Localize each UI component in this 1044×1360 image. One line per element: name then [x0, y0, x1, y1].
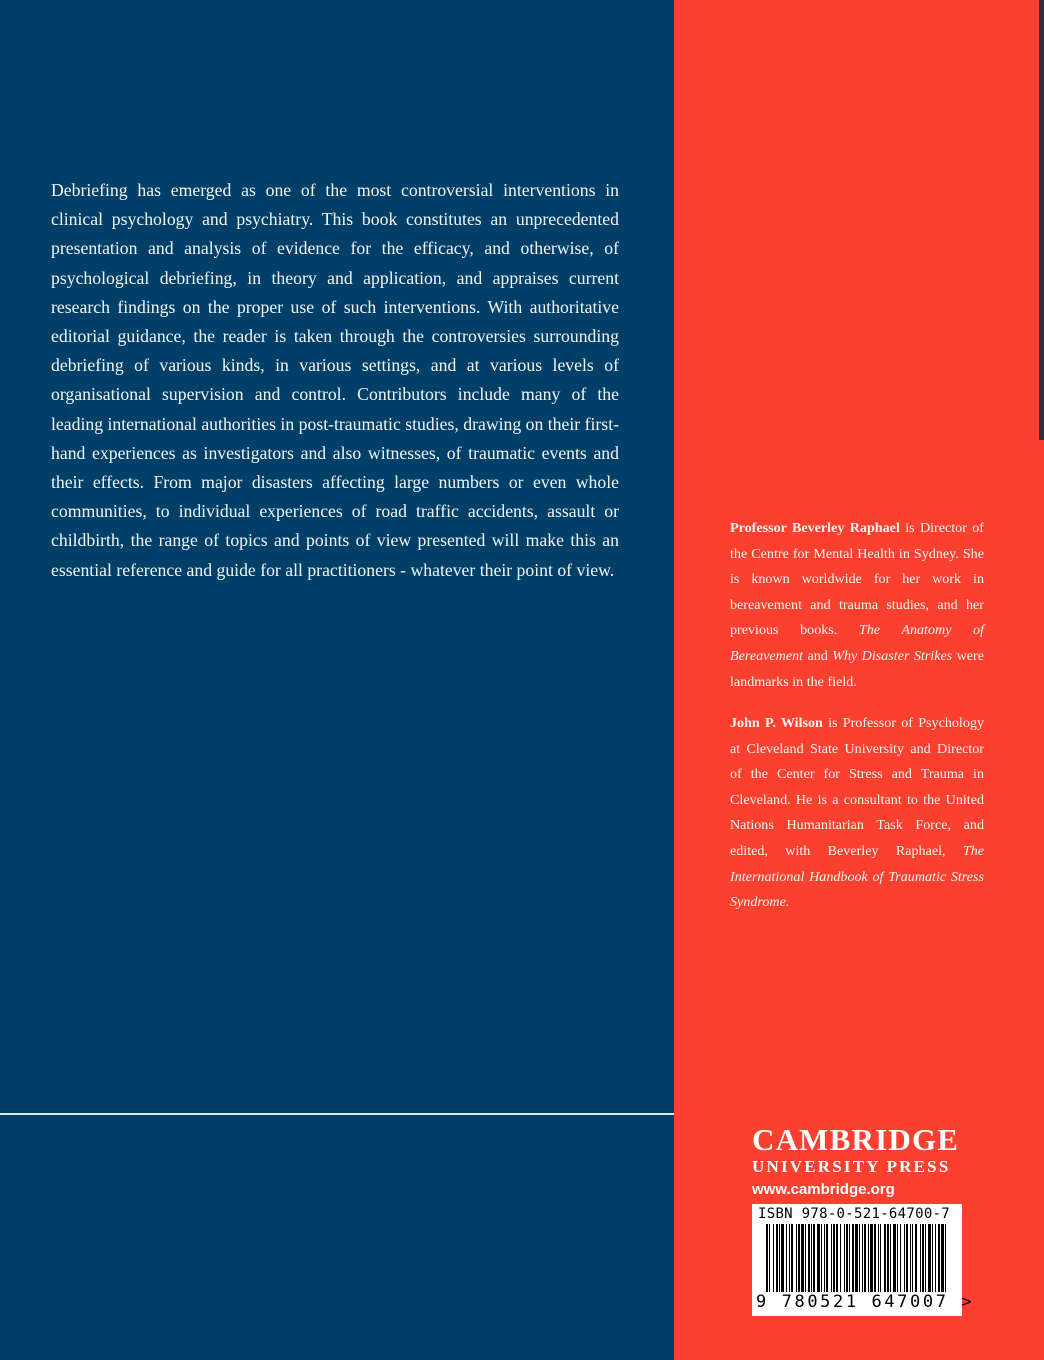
barcode-bar — [935, 1224, 936, 1292]
barcode-bar — [900, 1224, 901, 1292]
publisher-subtitle: UNIVERSITY PRESS — [752, 1157, 951, 1176]
barcode-bar — [920, 1224, 921, 1292]
barcode-bar — [915, 1224, 917, 1292]
barcode-bar — [836, 1224, 838, 1292]
edge-mark — [1039, 0, 1044, 440]
barcode-bar — [855, 1224, 858, 1292]
barcode-bar — [769, 1224, 770, 1292]
barcode-bar — [890, 1224, 891, 1292]
barcode-bar — [864, 1224, 866, 1292]
barcode-bar — [912, 1224, 913, 1292]
barcode-bar — [811, 1224, 812, 1292]
barcode-bar — [938, 1224, 940, 1292]
barcode-bar — [781, 1224, 784, 1292]
barcode-bar — [884, 1224, 886, 1292]
barcode-bar — [868, 1224, 869, 1292]
barcode-bar — [932, 1224, 933, 1292]
barcode-bar — [798, 1224, 800, 1292]
barcode-bar — [776, 1224, 778, 1292]
barcode-bar — [862, 1224, 863, 1292]
barcode-bar — [910, 1224, 911, 1292]
barcode-bar — [789, 1224, 790, 1292]
book-blurb: Debriefing has emerged as one of the most controversial interventions in clinical psychology and psychiatry. This book constitutes an unprecedented presentation and analysis of evidence for the efficacy, and otherwise, of psychological debriefing, in theory and application, and appraises current research findings on the proper use of such interventions. With authoritative editorial guidance, the reader is taken through the controversies surrounding debriefing of various kinds, in various settings, and at various levels of organisational supervision and control. Contributors include many of the leading international authorities in post-traumatic studies, drawing on their first-hand experiences as investigators and also witnesses, of traumatic events and their effects. From major disasters affecting large numbers or even whole communities, to individual experiences of road traffic accidents, assault or childbirth, the range of topics and points of view presented will make this an essential reference and guide for all practitioners - whatever their point of view. — [51, 180, 619, 580]
barcode-bar — [831, 1224, 832, 1292]
barcode-bar — [906, 1224, 908, 1292]
book-title-anatomy: The Anatomy of Bereavement — [730, 622, 984, 664]
barcode-bar — [852, 1224, 854, 1292]
barcode-bar — [821, 1224, 822, 1292]
barcode-bar — [941, 1224, 944, 1292]
barcode-bar — [817, 1224, 820, 1292]
barcode-bar — [878, 1224, 879, 1292]
barcode-bar — [796, 1224, 797, 1292]
barcode-bar — [849, 1224, 850, 1292]
barcode-bar — [840, 1224, 841, 1292]
barcode — [752, 1204, 975, 1316]
publisher-url: www.cambridge.org — [752, 1181, 895, 1198]
barcode-bar — [833, 1224, 835, 1292]
barcode-bar — [826, 1224, 828, 1292]
publisher-logo — [752, 1123, 964, 1199]
barcode-bar — [791, 1224, 793, 1292]
barcode-bar — [813, 1224, 815, 1292]
barcode-bar — [846, 1224, 848, 1292]
barcode-bar — [808, 1224, 810, 1292]
barcode-bar — [925, 1224, 926, 1292]
barcode-bars — [766, 1224, 950, 1292]
barcode-bar — [945, 1224, 946, 1292]
barcode-bar — [880, 1224, 881, 1292]
barcode-bar — [928, 1224, 931, 1292]
author-bio-raphael: Professor Beverley Raphael is Director of the Centre for Mental Health in Sydney. She is known worldwide for her work in bereavement and trauma studies, and her previous books. The Anatomy of Bereavement and Why Disaster Strikes were landmarks in the field. — [730, 520, 984, 690]
barcode-bar — [801, 1224, 804, 1292]
barcode-bar — [779, 1224, 780, 1292]
barcode-bar — [893, 1224, 896, 1292]
barcode-bar — [844, 1224, 845, 1292]
barcode-bar — [922, 1224, 924, 1292]
barcode-bar — [897, 1224, 898, 1292]
barcode-bar — [786, 1224, 787, 1292]
divider-line — [0, 1113, 674, 1115]
book-title-handbook: The International Handbook of Traumatic Stress Syndrome. — [730, 842, 984, 911]
author-name-wilson: John P. Wilson — [730, 715, 823, 731]
barcode-bar — [874, 1224, 876, 1292]
barcode-bar — [773, 1224, 774, 1292]
book-title-disaster: Why Disaster Strikes — [832, 647, 953, 664]
barcode-bar — [859, 1224, 860, 1292]
barcode-bar — [766, 1224, 768, 1292]
barcode-bar — [904, 1224, 905, 1292]
barcode-bar — [887, 1224, 889, 1292]
isbn-label: ISBN 978-0-521-64700-7 — [758, 1206, 951, 1222]
barcode-digits: 9 780521 647007 > — [756, 1292, 975, 1312]
author-bio-wilson: John P. Wilson is Professor of Psychology at Cleveland State University and Director of the Center for Stress and Trauma in Cleveland. He is a consultant to the United Nations Humanitarian Task Force, and edited, with Beverley Raphael, The International Handbook of Traumatic Stress Syndrome. — [730, 715, 984, 911]
publisher-name: CAMBRIDGE — [752, 1122, 960, 1157]
barcode-bar — [870, 1224, 873, 1292]
author-name-raphael: Professor Beverley Raphael — [730, 520, 900, 536]
barcode-bar — [805, 1224, 806, 1292]
barcode-bar — [824, 1224, 825, 1292]
